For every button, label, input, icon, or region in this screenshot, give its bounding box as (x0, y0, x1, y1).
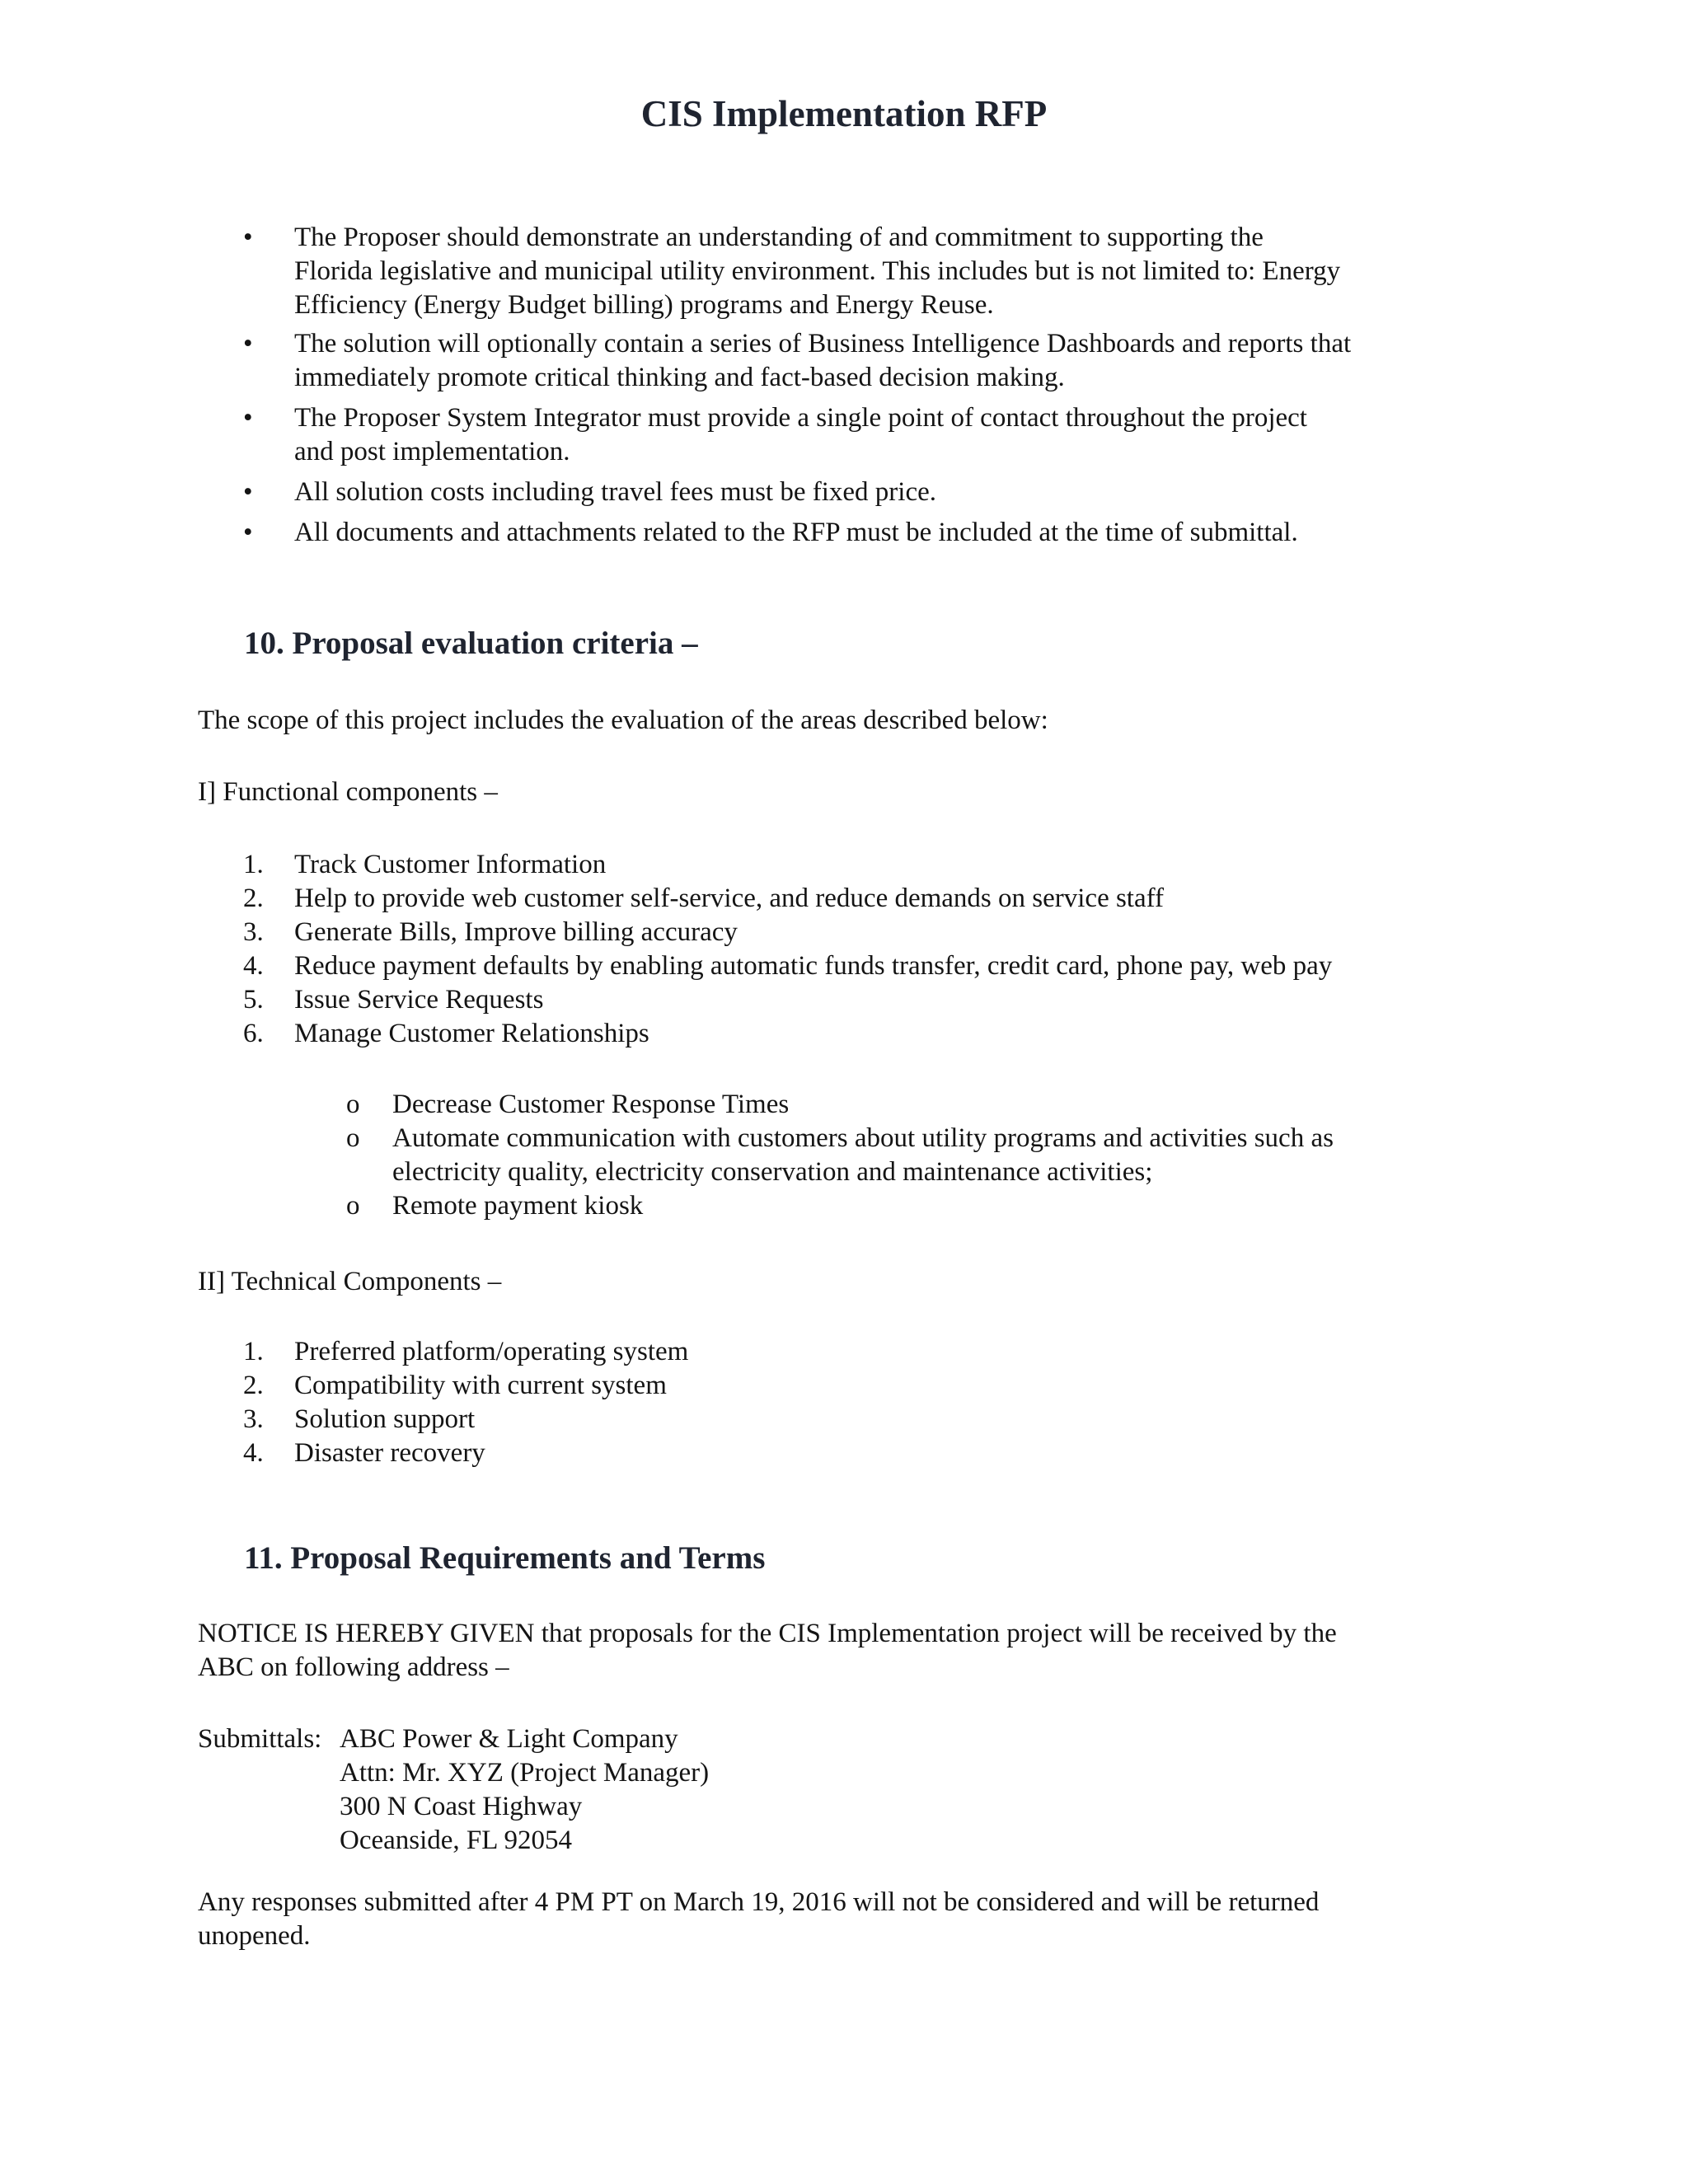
list-item: 1. Preferred platform/operating system (243, 1337, 689, 1366)
address-line: Attn: Mr. XYZ (Project Manager) (340, 1758, 710, 1788)
list-item: o Remote payment kiosk (346, 1191, 644, 1221)
list-item: 3. Generate Bills, Improve billing accuracy (243, 917, 738, 947)
list-item: 6. Manage Customer Relationships (243, 1019, 649, 1048)
functional-list (198, 848, 1484, 1051)
list-item: • The solution will optionally contain a series of Business Intelligence Dashboards and reports that immediately promote critical thinking and fact-based decision making. (243, 329, 1352, 392)
list-item: • The Proposer System Integrator must provide a single point of contact throughout the project and post implementation. (243, 403, 1307, 466)
bullet-marker: • (243, 477, 253, 507)
technical-heading: II] Technical Components – (198, 1267, 502, 1296)
address-line: ABC Power & Light Company (340, 1724, 678, 1754)
list-item: • All documents and attachments related to the RFP must be included at the time of submittal. (198, 516, 1484, 550)
list-item: o Automate communication with customers about utility programs and activities such as electricity quality, electricity conservation and maintenance activities; (346, 1123, 1334, 1187)
sub-list (198, 1088, 1484, 1223)
list-item: 4. Reduce payment defaults by enabling automatic funds transfer, credit card, phone pay, web pay (243, 951, 1333, 981)
bullet-marker: • (243, 223, 253, 252)
page-title: CIS Implementation RFP (640, 93, 1048, 134)
notice-paragraph: NOTICE IS HEREBY GIVEN that proposals for the CIS Implementation project will be received by the ABC on following address – (198, 1619, 1337, 1682)
deadline-paragraph: Any responses submitted after 4 PM PT on March 19, 2016 will not be considered and will be returned unopened. (198, 1887, 1320, 1951)
address-line: Oceanside, FL 92054 (340, 1825, 572, 1855)
submittals-label: Submittals: (198, 1724, 322, 1754)
address-line: 300 N Coast Highway (340, 1792, 583, 1821)
bullet-marker: • (243, 329, 253, 359)
section-heading: 10. Proposal evaluation criteria – (244, 626, 698, 661)
list-item: 4. Disaster recovery (243, 1438, 485, 1468)
list-item: 5. Issue Service Requests (243, 985, 544, 1015)
scope-paragraph: The scope of this project includes the evaluation of the areas described below: (198, 705, 1048, 735)
list-item: 3. Solution support (243, 1404, 476, 1434)
list-item: • All solution costs including travel fees must be fixed price. (198, 476, 1484, 509)
list-item: 2. Compatibility with current system (243, 1371, 667, 1400)
list-item: 1. Track Customer Information (243, 850, 607, 879)
intro-bullet-list (198, 221, 1484, 550)
list-item: 2. Help to provide web customer self-service, and reduce demands on service staff (243, 883, 1165, 913)
list-item: o Decrease Customer Response Times (346, 1090, 790, 1119)
bullet-marker: • (243, 403, 253, 433)
list-item: • The Proposer should demonstrate an understanding of and commitment to supporting the Florida legislative and municipal utility environment. This includes but is not limited to: Energy Efficiency (Energy Budget billing) programs and Energy Reuse. (243, 223, 1341, 320)
bullet-marker: • (243, 518, 253, 547)
technical-list (198, 1335, 1484, 1470)
section-heading: 11. Proposal Requirements and Terms (244, 1540, 766, 1576)
functional-heading: I] Functional components – (198, 777, 498, 807)
